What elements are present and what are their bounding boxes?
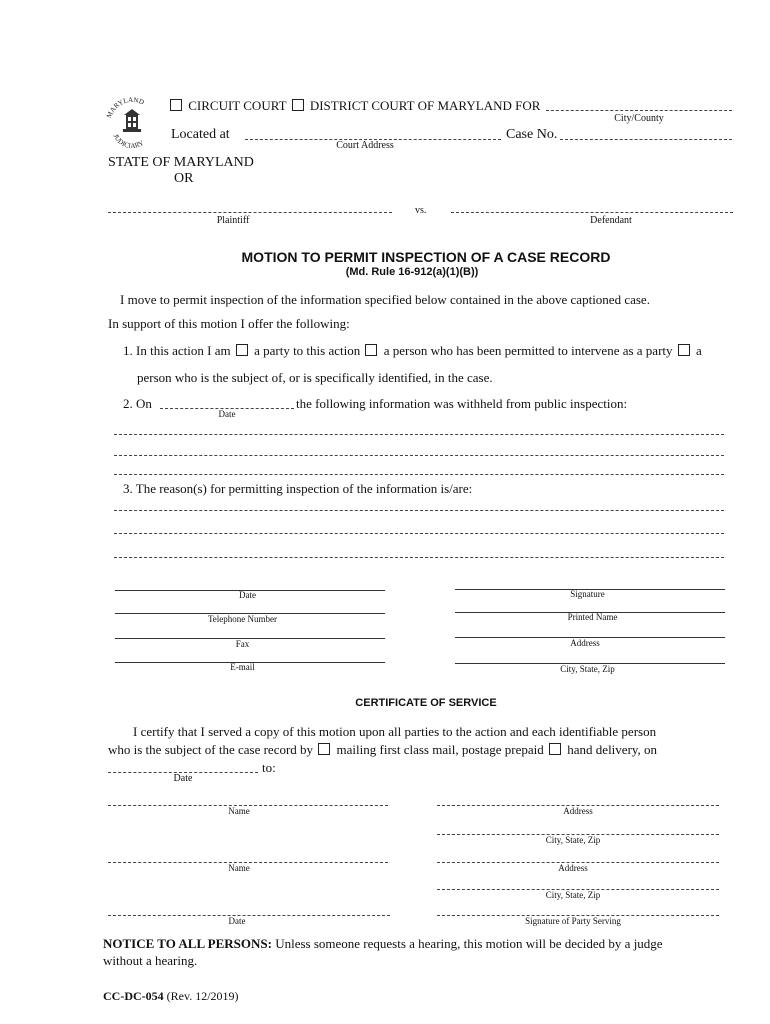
served-csz-1-caption: City, State, Zip xyxy=(545,835,601,845)
certificate-date-caption: Date xyxy=(228,916,246,926)
item-1-line xyxy=(123,343,702,359)
plaintiff-caption: Plaintiff xyxy=(216,215,250,226)
service-method-prefix: who is the subject of the case record by xyxy=(108,742,314,757)
hand-delivery-label: hand delivery, on xyxy=(567,742,658,757)
served-csz-2-caption: City, State, Zip xyxy=(545,890,601,900)
circuit-court-label: CIRCUIT COURT xyxy=(188,98,287,113)
district-court-checkbox[interactable] xyxy=(292,99,304,111)
served-address-2-caption: Address xyxy=(558,863,588,873)
city-state-zip-caption: City, State, Zip xyxy=(560,664,615,674)
vs-label: vs. xyxy=(415,205,427,216)
notice-line-1 xyxy=(103,936,663,952)
case-no-field[interactable] xyxy=(560,139,732,140)
city-county-field[interactable] xyxy=(546,110,732,111)
email-caption: E-mail xyxy=(230,662,255,672)
rule-reference: (Md. Rule 16-912(a)(1)(B)) xyxy=(345,266,479,278)
to-label: to: xyxy=(262,760,276,775)
hand-delivery-checkbox[interactable] xyxy=(549,743,561,755)
party-checkbox[interactable] xyxy=(236,344,248,356)
item-2-prefix: 2. On xyxy=(123,396,152,411)
reason-line-2[interactable] xyxy=(114,533,724,534)
document-title: MOTION TO PERMIT INSPECTION OF A CASE RECORD xyxy=(241,249,611,265)
or-label: OR xyxy=(174,171,194,186)
reason-line-3[interactable] xyxy=(114,557,724,558)
notice-label: NOTICE TO ALL PERSONS: xyxy=(103,936,272,951)
mail-label: mailing first class mail, postage prepaid xyxy=(336,742,544,757)
svg-text:JUDICIARY xyxy=(112,133,146,150)
notice-text-1: Unless someone requests a hearing, this motion will be decided by a judge xyxy=(275,936,663,951)
svg-text:MARYLAND xyxy=(105,96,145,119)
city-county-caption: City/County xyxy=(614,113,664,124)
subject-person-checkbox[interactable] xyxy=(678,344,690,356)
defendant-field[interactable] xyxy=(451,212,733,213)
certificate-line-1: I certify that I served a copy of this motion upon all parties to the action and each identifiable person xyxy=(133,724,657,739)
withheld-date-caption: Date xyxy=(218,409,236,419)
circuit-court-checkbox[interactable] xyxy=(170,99,182,111)
mail-checkbox[interactable] xyxy=(318,743,330,755)
address-caption: Address xyxy=(570,638,600,648)
printed-name-caption: Printed Name xyxy=(567,612,618,622)
court-address-caption: Court Address xyxy=(336,140,394,151)
plaintiff-field[interactable] xyxy=(108,212,392,213)
form-footer xyxy=(103,989,239,1004)
intervenor-label: a person who has been permitted to intervene as a party xyxy=(383,343,673,358)
district-court-label: DISTRICT COURT OF MARYLAND FOR xyxy=(309,98,541,113)
withheld-info-line-1[interactable] xyxy=(114,434,724,435)
defendant-caption: Defendant xyxy=(590,215,632,226)
intro-line-1: I move to permit inspection of the information specified below contained in the above captioned case. xyxy=(120,292,650,307)
intervenor-checkbox[interactable] xyxy=(365,344,377,356)
item-1-prefix: 1. In this action I am xyxy=(123,343,231,358)
telephone-caption: Telephone Number xyxy=(207,614,278,624)
date-caption: Date xyxy=(239,590,256,600)
located-at-label: Located at xyxy=(171,127,230,142)
withheld-info-line-2[interactable] xyxy=(114,455,724,456)
intro-line-2: In support of this motion I offer the following: xyxy=(108,316,350,331)
service-date-caption: Date xyxy=(173,773,193,784)
party-serving-signature-caption: Signature of Party Serving xyxy=(525,916,621,926)
certificate-line-2 xyxy=(108,742,657,758)
reason-line-1[interactable] xyxy=(114,510,724,511)
certificate-heading: CERTIFICATE OF SERVICE xyxy=(355,697,497,709)
item-3-text: 3. The reason(s) for permitting inspection of the information is/are: xyxy=(123,481,473,496)
court-selection-line xyxy=(168,98,540,114)
maryland-judiciary-seal xyxy=(104,94,160,154)
case-no-label: Case No. xyxy=(506,127,558,142)
served-name-1-caption: Name xyxy=(228,806,250,816)
item-2-text: the following information was withheld from public inspection: xyxy=(296,396,628,411)
served-address-1-caption: Address xyxy=(563,806,593,816)
notice-line-2: without a hearing. xyxy=(103,953,198,968)
form-revision: (Rev. 12/2019) xyxy=(166,989,239,1003)
state-of-maryland: STATE OF MARYLAND xyxy=(108,155,254,170)
fax-caption: Fax xyxy=(235,639,250,649)
item-1-continuation: person who is the subject of, or is specifically identified, in the case. xyxy=(137,370,493,385)
subject-person-label-a: a xyxy=(696,343,702,358)
party-label: a party to this action xyxy=(254,343,361,358)
seal-top-text: MARYLAND xyxy=(104,95,146,120)
served-name-2-caption: Name xyxy=(228,863,250,873)
signature-caption: Signature xyxy=(570,589,605,599)
form-id: CC-DC-054 xyxy=(103,989,164,1003)
withheld-info-line-3[interactable] xyxy=(114,474,724,475)
seal-bottom-text: JUDICIARY xyxy=(111,132,146,151)
